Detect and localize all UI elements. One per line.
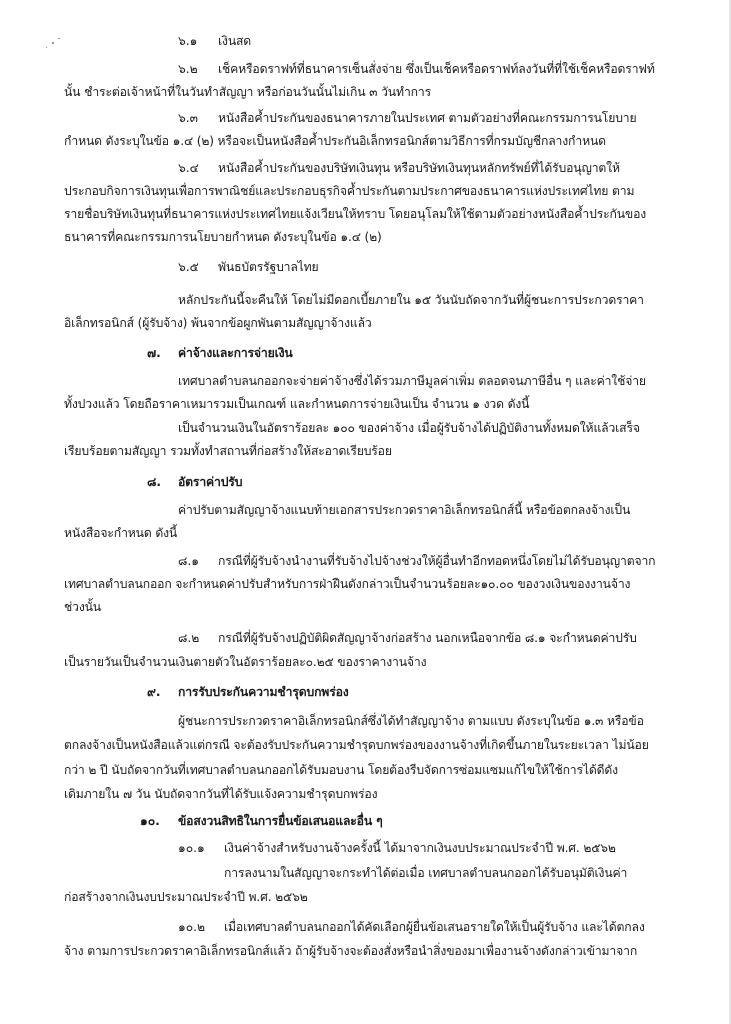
paragraph-line: หลักประกันนี้จะคืนให้ โดยไม่มีดอกเบี้ยภายใน ๑๕ วันนับถัดจากวันที่ผู้ชนะการประกวดราคา xyxy=(178,293,644,307)
paragraph-line: เป็นจำนวนเงินในอัตราร้อยละ ๑๐๐ ของค่าจ้าง เมื่อผู้รับจ้างได้ปฏิบัติงานทั้งหมดให้แล้วเสร็จ xyxy=(178,421,640,435)
paragraph-line: กว่า ๒ ปี นับถัดจากวันที่เทศบาลตำบลนกออกได้รับมอบงาน โดยต้องรีบจัดการซ่อมแซมแก้ไขให้ใช้การได้ดีดัง xyxy=(64,763,618,777)
scan-speck xyxy=(46,47,47,48)
paragraph-line: เทศบาลตำบลนกออกจะจ่ายค่าจ้างซึ่งได้รวมภาษีมูลค่าเพิ่ม ตลอดจนภาษีอื่น ๆ และค่าใช้จ่าย xyxy=(178,374,646,388)
clause-text-line: ประกอบกิจการเงินทุนเพื่อการพาณิชย์และประกอบธุรกิจค้ำประกันตามประกาศของธนาคารแห่งประเทศไทย ตาม xyxy=(64,184,635,198)
clause-text: เงินสด xyxy=(218,34,252,48)
clause-text-line: กรณีที่ผู้รับจ้างนำงานที่รับจ้างไปจ้างช่วงให้ผู้อื่นทำอีกทอดหนึ่งโดยไม่ได้รับอนุญาตจาก xyxy=(218,554,656,568)
section-heading: อัตราค่าปรับ xyxy=(178,475,243,489)
clause-text-line: กรณีที่ผู้รับจ้างปฏิบัติผิดสัญญาจ้างก่อสร้าง นอกเหนือจากข้อ ๘.๑ จะกำหนดค่าปรับ xyxy=(218,631,637,645)
section-heading: การรับประกันความชำรุดบกพร่อง xyxy=(178,685,349,699)
clause-number: ๘.๒ xyxy=(178,631,200,645)
paragraph-line: อิเล็กทรอนิกส์ (ผู้รับจ้าง) พ้นจากข้อผูกพันตามสัญญาจ้างแล้ว xyxy=(64,316,372,330)
section-number: ๘. xyxy=(147,475,162,489)
clause-number: ๑๐.๒ xyxy=(178,920,206,934)
paragraph-line: ตกลงจ้างเป็นหนังสือแล้วแต่กรณี จะต้องรับประกันความชำรุดบกพร่องของงานจ้างที่เกิดขึ้นภายในระยะเวลา ไม่น้อย xyxy=(64,738,649,752)
section-number: ๗. xyxy=(147,346,161,360)
clause-text-line: เมื่อเทศบาลตำบลนกออกได้คัดเลือกผู้ยื่นข้อเสนอรายใดให้เป็นผู้รับจ้าง และได้ตกลง xyxy=(224,920,645,934)
clause-number: ๘.๑ xyxy=(178,554,200,568)
paragraph-line: ค่าปรับตามสัญญาจ้างแนบท้ายเอกสารประกวดราคาอิเล็กทรอนิกส์นี้ หรือข้อตกลงจ้างเป็น xyxy=(178,503,631,517)
clause-text-line: นั้น ชำระต่อเจ้าหน้าที่ในวันทำสัญญา หรือก่อนวันนั้นไม่เกิน ๓ วันทำการ xyxy=(64,85,431,99)
paragraph-line: ทั้งปวงแล้ว โดยถือราคาเหมารวมเป็นเกณฑ์ และกำหนดการจ่ายเงินเป็น จำนวน ๑ งวด ดังนี้ xyxy=(64,397,530,411)
section-number: ๙. xyxy=(147,685,161,699)
clause-text: พันธบัตรรัฐบาลไทย xyxy=(218,260,319,274)
paragraph-line: เดิมภายใน ๗ วัน นับถัดจากวันที่ได้รับแจ้งความชำรุดบกพร่อง xyxy=(64,787,378,801)
clause-text-line: กำหนด ดังระบุในข้อ ๑.๔ (๒) หรือจะเป็นหนังสือค้ำประกันอิเล็กทรอนิกส์ตามวิธีการที่กรมบัญชีกลางกำหนด xyxy=(64,134,606,148)
scan-speck xyxy=(58,38,60,39)
paragraph-line: เรียบร้อยตามสัญญา รวมทั้งทำสถานที่ก่อสร้างให้สะอาดเรียบร้อย xyxy=(64,444,392,458)
paragraph-line: ผู้ชนะการประกวดราคาอิเล็กทรอนิกส์ซึ่งได้ทำสัญญาจ้าง ตามแบบ ดังระบุในข้อ ๑.๓ หรือข้อ xyxy=(178,714,644,728)
clause-text-line: การลงนามในสัญญาจะกระทำได้ต่อเมื่อ เทศบาลตำบลนกออกได้รับอนุมัติเงินค่า xyxy=(224,866,628,880)
clause-number: ๖.๓ xyxy=(178,111,198,125)
clause-text-line: เงินค่าจ้างสำหรับงานจ้างครั้งนี้ ได้มาจากเงินงบประมาณประจำปี พ.ศ. ๒๕๖๒ xyxy=(224,841,616,855)
section-heading: ค่าจ้างและการจ่ายเงิน xyxy=(178,346,293,360)
clause-number: ๖.๒ xyxy=(178,62,198,76)
clause-number: ๖.๔ xyxy=(178,161,199,175)
clause-text-line: รายชื่อบริษัทเงินทุนที่ธนาคารแห่งประเทศไทยแจ้งเวียนให้ทราบ โดยอนุโลมให้ใช้ตามตัวอย่างหนังสือค้ำประกันของ xyxy=(64,207,647,221)
section-number: ๑๐. xyxy=(140,814,160,828)
clause-text-line: จ้าง ตามการประกวดราคาอิเล็กทรอนิกส์แล้ว ถ้าผู้รับจ้างจะต้องสั่งหรือนำสิ่งของมาเพื่องานจ้างดังกล่าวเข้ามาจาก xyxy=(64,944,638,958)
clause-text-line: ธนาคารที่คณะกรรมการนโยบายกำหนด ดังระบุในข้อ ๑.๔ (๒) xyxy=(64,230,382,244)
clause-text-line: หนังสือค้ำประกันของบริษัทเงินทุน หรือบริษัทเงินทุนหลักทรัพย์ที่ได้รับอนุญาตให้ xyxy=(218,161,620,175)
clause-text-line: เป็นรายวันเป็นจำนวนเงินตายตัวในอัตราร้อยละ๐.๒๕ ของราคางานจ้าง xyxy=(64,655,427,669)
clause-number: ๖.๕ xyxy=(178,260,199,274)
clause-text-line: หนังสือค้ำประกันของธนาคารภายในประเทศ ตามตัวอย่างที่คณะกรรมการนโยบาย xyxy=(218,111,637,125)
clause-text-line: ช่วงนั้น xyxy=(64,600,101,614)
section-heading: ข้อสงวนสิทธิในการยื่นข้อเสนอและอื่น ๆ xyxy=(178,814,383,828)
scan-speck xyxy=(52,42,54,44)
clause-number: ๖.๑ xyxy=(178,34,198,48)
clause-text-line: เช็คหรือดราฟท์ที่ธนาคารเซ็นสั่งจ่าย ซึ่งเป็นเช็คหรือดราฟท์ลงวันที่ที่ใช้เช็คหรือดราฟท์ xyxy=(218,62,655,76)
paragraph-line: หนังสือจะกำหนด ดังนี้ xyxy=(64,526,178,540)
clause-text-line: ก่อสร้างจากเงินงบประมาณประจำปี พ.ศ. ๒๕๖๒ xyxy=(64,890,308,904)
clause-text-line: เทศบาลตำบลนกออก จะกำหนดค่าปรับสำหรับการฝ่าฝืนดังกล่าวเป็นจำนวนร้อยละ๑๐.๐๐ ของวงเงินของงานจ้าง xyxy=(64,577,631,591)
clause-number: ๑๐.๑ xyxy=(178,841,205,855)
